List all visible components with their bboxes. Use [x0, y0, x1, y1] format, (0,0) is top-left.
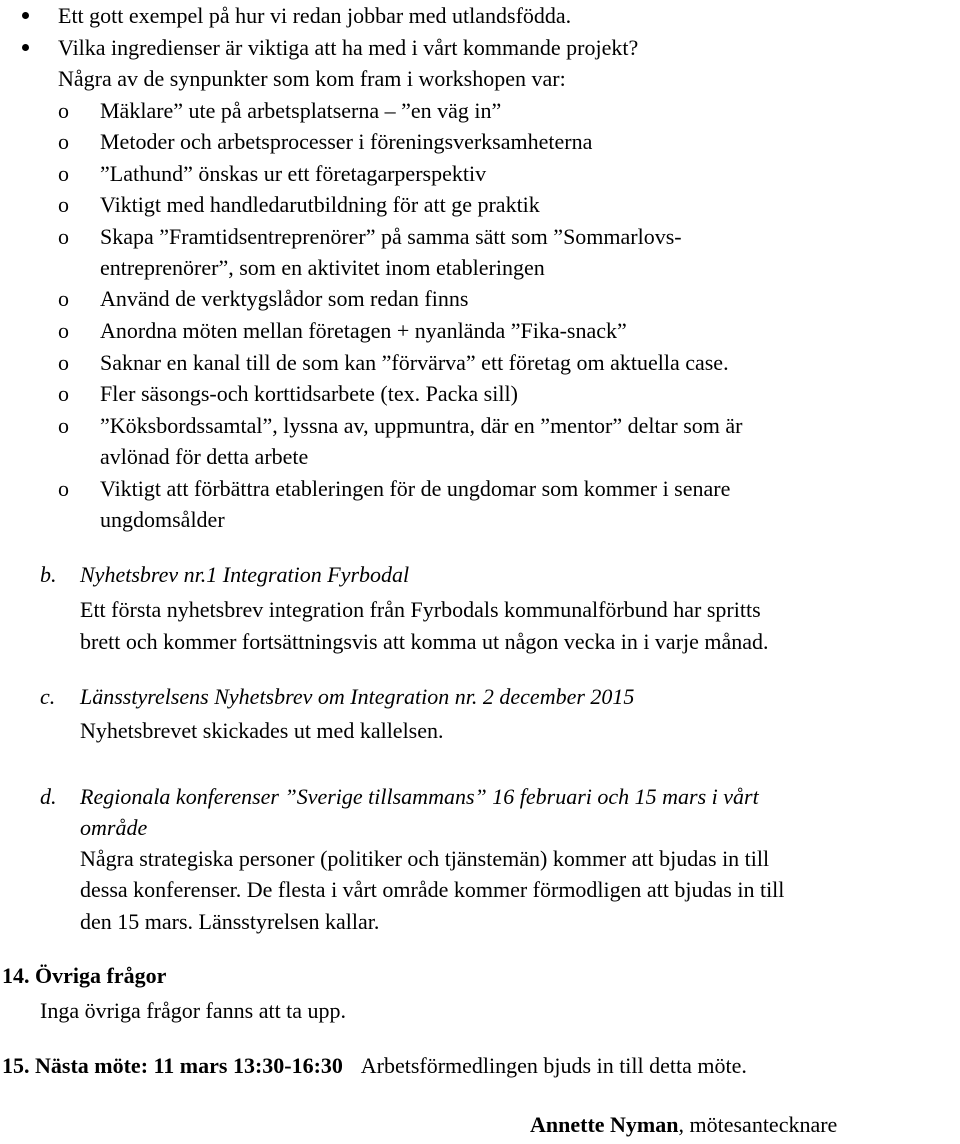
signature-role: , mötesantecknare: [678, 1112, 838, 1137]
section-c-body: Nyhetsbrevet skickades ut med kallelsen.: [80, 718, 444, 743]
sub-item: Viktigt att förbättra etableringen för de ungdomar som kommer i senare: [100, 476, 731, 501]
bullet-dot: [22, 12, 29, 19]
sub-item-continuation: entreprenörer”, som en aktivitet inom etableringen: [100, 255, 545, 280]
signature-name: Annette Nyman: [530, 1112, 679, 1137]
sub-item: Metoder och arbetsprocesser i föreningsverksamheterna: [100, 129, 593, 154]
section-b-title: Nyhetsbrev nr.1 Integration Fyrbodal: [80, 562, 410, 587]
sub-marker: o: [58, 381, 69, 406]
section-b-letter: b.: [40, 562, 57, 587]
section-b-body: brett och kommer fortsättningsvis att komma ut någon vecka in i varje månad.: [80, 629, 769, 654]
sub-marker: o: [58, 286, 69, 311]
section-c-letter: c.: [40, 684, 56, 709]
section-d-body: dessa konferenser. De flesta i vårt område kommer förmodligen att bjudas in till: [80, 877, 785, 902]
section-c-title: Länsstyrelsens Nyhetsbrev om Integration nr. 2 december 2015: [80, 684, 635, 709]
section-d-title: Regionala konferenser ”Sverige tillsammans” 16 februari och 15 mars i vårt: [80, 784, 759, 809]
sub-item: Fler säsongs-och korttidsarbete (tex. Packa sill): [100, 381, 518, 406]
item-15-heading: 15. Nästa möte: 11 mars 13:30-16:30: [2, 1053, 343, 1078]
sub-marker: o: [58, 350, 69, 375]
workshop-intro: Några av de synpunkter som kom fram i workshopen var:: [58, 66, 566, 91]
sub-item: Saknar en kanal till de som kan ”förvärva” ett företag om aktuella case.: [100, 350, 729, 375]
item-15-line: [2, 1053, 747, 1079]
sub-marker: o: [58, 129, 69, 154]
sub-item: Mäklare” ute på arbetsplatserna – ”en väg in”: [100, 98, 502, 123]
sub-marker: o: [58, 318, 69, 343]
signature: [530, 1112, 837, 1138]
sub-item: ”Köksbordssamtal”, lyssna av, uppmuntra, där en ”mentor” deltar som är: [100, 413, 743, 438]
sub-item: ”Lathund” önskas ur ett företagarperspektiv: [100, 161, 487, 186]
item-14-body: Inga övriga frågor fanns att ta upp.: [40, 998, 347, 1023]
section-d-body: Några strategiska personer (politiker och tjänstemän) kommer att bjudas in till: [80, 846, 770, 871]
section-d-letter: d.: [40, 784, 57, 809]
sub-marker: o: [58, 98, 69, 123]
sub-item: Viktigt med handledarutbildning för att ge praktik: [100, 192, 540, 217]
sub-marker: o: [58, 192, 69, 217]
sub-item: Anordna möten mellan företagen + nyanlända ”Fika-snack”: [100, 318, 627, 343]
sub-marker: o: [58, 224, 69, 249]
bullet-text: Ett gott exempel på hur vi redan jobbar med utlandsfödda.: [58, 3, 572, 28]
section-d-title-continuation: område: [80, 815, 148, 840]
item-15-body: Arbetsförmedlingen bjuds in till detta möte.: [360, 1053, 747, 1078]
section-b-body: Ett första nyhetsbrev integration från Fyrbodals kommunalförbund har spritts: [80, 597, 761, 622]
sub-item-continuation: avlönad för detta arbete: [100, 444, 309, 469]
sub-item: Använd de verktygslådor som redan finns: [100, 286, 469, 311]
sub-item: Skapa ”Framtidsentreprenörer” på samma sätt som ”Sommarlovs-: [100, 224, 682, 249]
sub-marker: o: [58, 413, 69, 438]
item-14-heading: 14. Övriga frågor: [2, 963, 167, 988]
section-d-body: den 15 mars. Länsstyrelsen kallar.: [80, 909, 380, 934]
bullet-dot: [22, 44, 29, 51]
bullet-text: Vilka ingredienser är viktiga att ha med i vårt kommande projekt?: [58, 35, 639, 60]
sub-marker: o: [58, 476, 69, 501]
sub-marker: o: [58, 161, 69, 186]
sub-item-continuation: ungdomsålder: [100, 507, 225, 532]
